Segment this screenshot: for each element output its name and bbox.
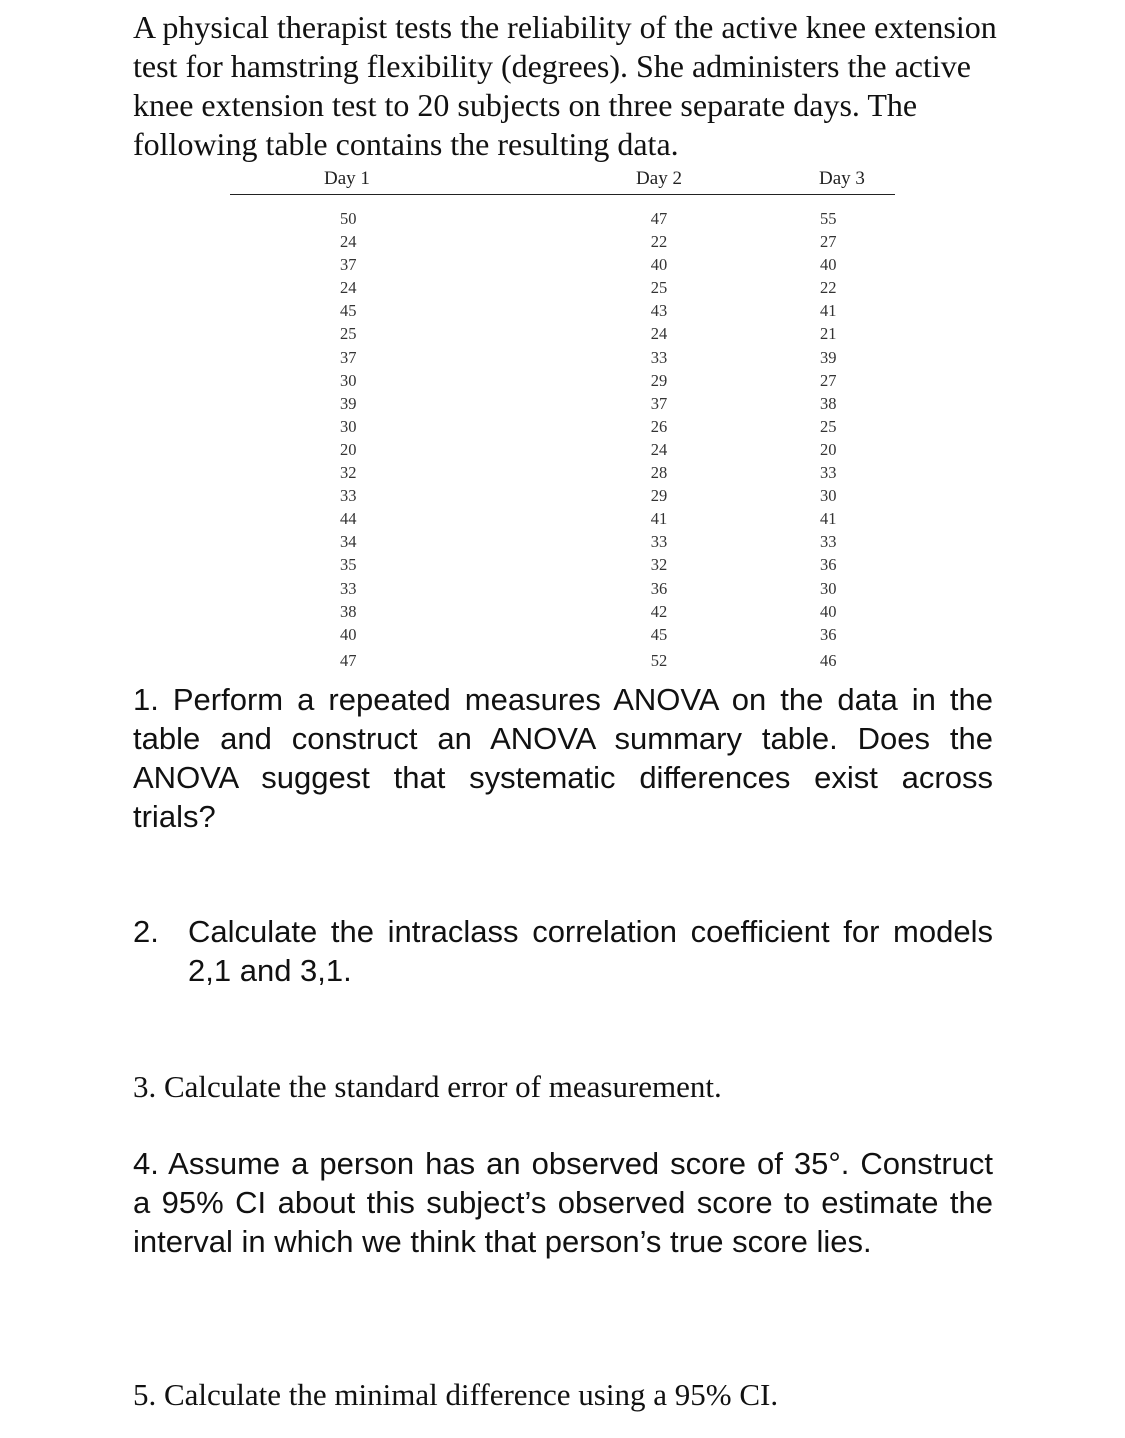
- table-cell-day-2: 47: [650, 209, 668, 228]
- table-cell-day-2: 28: [650, 463, 668, 483]
- table-cell-day-2: 33: [650, 532, 668, 552]
- table-row: [230, 530, 895, 553]
- table-row: [230, 253, 895, 276]
- table-cell-day-2: 52: [650, 650, 668, 670]
- table-cell-day-3: 38: [820, 393, 837, 413]
- table-cell-day-1: 35: [340, 555, 357, 575]
- table-row: [230, 299, 895, 322]
- table-row: [230, 461, 895, 484]
- table-cell-day-1: 33: [340, 578, 357, 598]
- table-cell-day-1: 45: [340, 301, 357, 321]
- table-cell-day-1: 25: [340, 324, 357, 344]
- table-row: [230, 392, 895, 415]
- table-cell-day-2: 25: [650, 278, 668, 298]
- table-cell-day-1: 30: [340, 370, 357, 390]
- table-cell-day-1: 37: [340, 255, 357, 275]
- table-row: [230, 230, 895, 253]
- table-header-row: [230, 168, 895, 195]
- table-cell-day-3: 33: [820, 532, 837, 552]
- question-2-number: 2.: [133, 914, 159, 949]
- table-cell-day-1: 47: [340, 650, 357, 670]
- question-4: 4. Assume a person has an observed score of 35°. Construct a 95% CI about this subject’s observed score to estimate the interval in which we think that person’s true score lies.: [133, 1146, 993, 1259]
- table-cell-day-3: 27: [820, 370, 837, 390]
- table-row: [230, 600, 895, 623]
- table-cell-day-2: 45: [650, 624, 668, 644]
- table-cell-day-3: 20: [820, 439, 837, 459]
- question-5: 5. Calculate the minimal difference using a 95% CI.: [133, 1377, 779, 1412]
- table-cell-day-1: 38: [340, 601, 357, 621]
- table-cell-day-2: 37: [650, 393, 668, 413]
- table-cell-day-1: 30: [340, 416, 357, 436]
- table-cell-day-1: 32: [340, 463, 357, 483]
- table-row: [230, 415, 895, 438]
- table-row: [230, 195, 895, 231]
- problem-intro: A physical therapist tests the reliability of the active knee extension test for hamstring flexibility (degrees). She administers the active knee extension test to 20 subjects on three separate days. The following table contains the resulting data.: [133, 9, 997, 162]
- table-row: [230, 507, 895, 530]
- table-cell-day-2: 26: [650, 416, 668, 436]
- table-row: [230, 322, 895, 345]
- table-cell-day-2: 33: [650, 347, 668, 367]
- header-day-2: Day 2: [544, 168, 774, 195]
- table-cell-day-3: 41: [820, 301, 837, 321]
- table-row: [230, 484, 895, 507]
- table-cell-day-3: 46: [820, 650, 837, 670]
- table-cell-day-1: 24: [340, 278, 357, 298]
- question-3: 3. Calculate the standard error of measurement.: [133, 1069, 722, 1104]
- table-cell-day-2: 40: [650, 255, 668, 275]
- table-cell-day-3: 21: [820, 324, 837, 344]
- table-cell-day-1: 37: [340, 347, 357, 367]
- table-cell-day-1: 20: [340, 439, 357, 459]
- table-row: [230, 369, 895, 392]
- table-cell-day-3: 33: [820, 463, 837, 483]
- table-cell-day-1: 33: [340, 486, 357, 506]
- header-day-3: Day 3: [774, 168, 895, 195]
- table-cell-day-2: 29: [650, 370, 668, 390]
- question-2-text: Calculate the intraclass correlation coefficient for models 2,1 and 3,1.: [188, 914, 993, 988]
- table-cell-day-3: 30: [820, 486, 837, 506]
- table-row: [230, 346, 895, 369]
- table-cell-day-3: 55: [820, 209, 837, 228]
- table-row: [230, 276, 895, 299]
- data-table: [230, 168, 895, 672]
- table-cell-day-3: 27: [820, 232, 837, 252]
- header-day-1: Day 1: [230, 168, 544, 195]
- question-2: [133, 912, 993, 990]
- table-cell-day-2: 42: [650, 601, 668, 621]
- table-cell-day-2: 41: [650, 509, 668, 529]
- table-cell-day-3: 36: [820, 555, 837, 575]
- table-cell-day-3: 40: [820, 255, 837, 275]
- table-body: [230, 195, 895, 672]
- table-row: [230, 553, 895, 576]
- table-cell-day-3: 41: [820, 509, 837, 529]
- table-row: [230, 577, 895, 600]
- table-cell-day-1: 44: [340, 509, 357, 529]
- table-cell-day-1: 24: [340, 232, 357, 252]
- table-cell-day-3: 36: [820, 624, 837, 644]
- table-cell-day-1: 34: [340, 532, 357, 552]
- table-cell-day-3: 22: [820, 278, 837, 298]
- table-row: [230, 438, 895, 461]
- table-cell-day-2: 36: [650, 578, 668, 598]
- table-cell-day-1: 39: [340, 393, 357, 413]
- table-cell-day-2: 24: [650, 439, 668, 459]
- table-cell-day-2: 43: [650, 301, 668, 321]
- table-cell-day-3: 25: [820, 416, 837, 436]
- table-cell-day-2: 29: [650, 486, 668, 506]
- table-cell-day-3: 40: [820, 601, 837, 621]
- table-cell-day-1: 50: [340, 209, 357, 228]
- question-1: 1. Perform a repeated measures ANOVA on the data in the table and construct an ANOVA summary table. Does the ANOVA suggest that systematic differences exist across trials?: [133, 682, 993, 834]
- table-row: [230, 623, 895, 646]
- table-cell-day-1: 40: [340, 624, 357, 644]
- table-cell-day-3: 30: [820, 578, 837, 598]
- table-cell-day-3: 39: [820, 347, 837, 367]
- table-cell-day-2: 32: [650, 555, 668, 575]
- table-cell-day-2: 22: [650, 232, 668, 252]
- table-row: [230, 646, 895, 672]
- table-cell-day-2: 24: [650, 324, 668, 344]
